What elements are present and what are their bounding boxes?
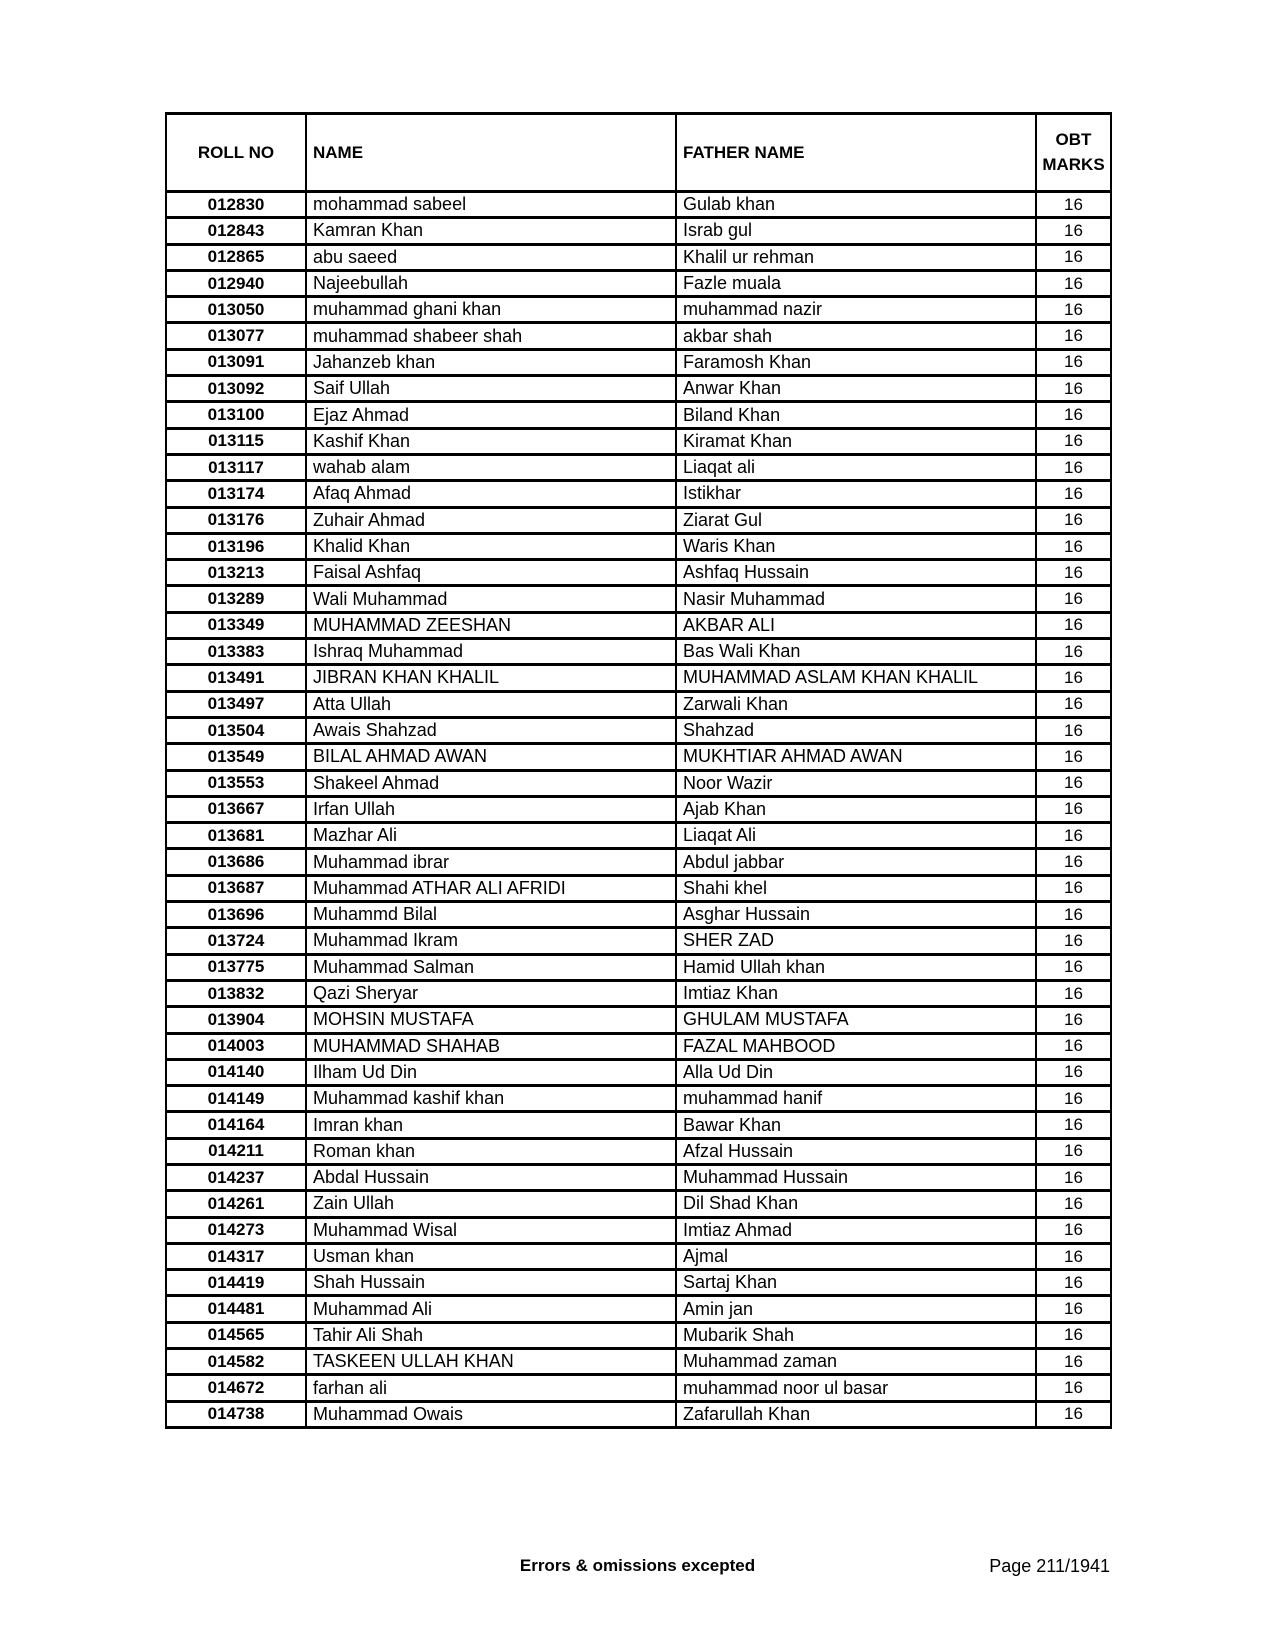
table-row <box>166 1296 1111 1322</box>
cell-name: Mazhar Ali <box>306 823 676 849</box>
cell-name: muhammad ghani khan <box>306 297 676 323</box>
cell-name: Abdal Hussain <box>306 1164 676 1190</box>
cell-name: Muhammad Owais <box>306 1401 676 1427</box>
footer-disclaimer: Errors & omissions excepted <box>519 1556 756 1575</box>
cell-father-name: Imtiaz Khan <box>676 980 1036 1006</box>
cell-obt-marks: 16 <box>1036 192 1111 218</box>
cell-name: Muhammad Ikram <box>306 928 676 954</box>
results-table-body <box>166 192 1111 1428</box>
cell-roll-no: 014419 <box>166 1270 306 1296</box>
cell-roll-no: 013213 <box>166 560 306 586</box>
table-row <box>166 1191 1111 1217</box>
cell-name: Muhammad Ali <box>306 1296 676 1322</box>
cell-father-name: Ashfaq Hussain <box>676 560 1036 586</box>
table-row <box>166 454 1111 480</box>
cell-roll-no: 013117 <box>166 454 306 480</box>
cell-roll-no: 012940 <box>166 270 306 296</box>
cell-roll-no: 013687 <box>166 875 306 901</box>
cell-name: Zain Ullah <box>306 1191 676 1217</box>
results-table <box>165 112 1112 1429</box>
cell-name: Roman khan <box>306 1138 676 1164</box>
cell-roll-no: 013504 <box>166 717 306 743</box>
cell-father-name: Ziarat Gul <box>676 507 1036 533</box>
cell-roll-no: 014211 <box>166 1138 306 1164</box>
cell-roll-no: 013174 <box>166 481 306 507</box>
cell-name: BILAL AHMAD AWAN <box>306 744 676 770</box>
cell-father-name: Ajab Khan <box>676 796 1036 822</box>
cell-father-name: Shahzad <box>676 717 1036 743</box>
cell-obt-marks: 16 <box>1036 1112 1111 1138</box>
header-obt-marks: OBT MARKS <box>1036 114 1111 192</box>
cell-name: Kashif Khan <box>306 428 676 454</box>
cell-father-name: Amin jan <box>676 1296 1036 1322</box>
cell-obt-marks: 16 <box>1036 1164 1111 1190</box>
cell-father-name: Noor Wazir <box>676 770 1036 796</box>
table-row <box>166 1164 1111 1190</box>
cell-name: Awais Shahzad <box>306 717 676 743</box>
cell-roll-no: 014149 <box>166 1086 306 1112</box>
cell-father-name: FAZAL MAHBOOD <box>676 1033 1036 1059</box>
footer-page-number: Page 211/1941 <box>989 1556 1110 1576</box>
cell-obt-marks: 16 <box>1036 402 1111 428</box>
header-row <box>166 114 1111 192</box>
cell-roll-no: 012865 <box>166 244 306 270</box>
table-row <box>166 270 1111 296</box>
cell-obt-marks: 16 <box>1036 560 1111 586</box>
cell-name: Irfan Ullah <box>306 796 676 822</box>
header-roll-no: ROLL NO <box>166 114 306 192</box>
cell-roll-no: 013724 <box>166 928 306 954</box>
cell-father-name: Asghar Hussain <box>676 902 1036 928</box>
cell-roll-no: 013497 <box>166 691 306 717</box>
cell-name: farhan ali <box>306 1375 676 1401</box>
cell-father-name: muhammad noor ul basar <box>676 1375 1036 1401</box>
cell-name: wahab alam <box>306 454 676 480</box>
cell-obt-marks: 16 <box>1036 902 1111 928</box>
cell-father-name: Sartaj Khan <box>676 1270 1036 1296</box>
cell-name: Ilham Ud Din <box>306 1059 676 1085</box>
cell-father-name: muhammad nazir <box>676 297 1036 323</box>
cell-father-name: Bas Wali Khan <box>676 639 1036 665</box>
cell-name: Afaq Ahmad <box>306 481 676 507</box>
table-row <box>166 376 1111 402</box>
cell-name: Muhammad Salman <box>306 954 676 980</box>
cell-father-name: akbar shah <box>676 323 1036 349</box>
cell-name: Zuhair Ahmad <box>306 507 676 533</box>
cell-roll-no: 014003 <box>166 1033 306 1059</box>
table-row <box>166 297 1111 323</box>
cell-obt-marks: 16 <box>1036 1322 1111 1348</box>
cell-roll-no: 012830 <box>166 192 306 218</box>
cell-father-name: muhammad hanif <box>676 1086 1036 1112</box>
cell-obt-marks: 16 <box>1036 928 1111 954</box>
cell-roll-no: 014140 <box>166 1059 306 1085</box>
cell-obt-marks: 16 <box>1036 454 1111 480</box>
cell-roll-no: 013696 <box>166 902 306 928</box>
table-row <box>166 744 1111 770</box>
cell-father-name: Israb gul <box>676 218 1036 244</box>
cell-roll-no: 013289 <box>166 586 306 612</box>
cell-name: abu saeed <box>306 244 676 270</box>
table-row <box>166 244 1111 270</box>
cell-obt-marks: 16 <box>1036 954 1111 980</box>
cell-roll-no: 013667 <box>166 796 306 822</box>
cell-father-name: Ajmal <box>676 1243 1036 1269</box>
table-row <box>166 402 1111 428</box>
cell-name: Ejaz Ahmad <box>306 402 676 428</box>
cell-father-name: Khalil ur rehman <box>676 244 1036 270</box>
cell-father-name: Biland Khan <box>676 402 1036 428</box>
cell-name: Saif Ullah <box>306 376 676 402</box>
header-father-name: FATHER NAME <box>676 114 1036 192</box>
cell-obt-marks: 16 <box>1036 586 1111 612</box>
cell-name: Tahir Ali Shah <box>306 1322 676 1348</box>
table-row <box>166 349 1111 375</box>
table-row <box>166 1086 1111 1112</box>
cell-roll-no: 013383 <box>166 639 306 665</box>
cell-father-name: Waris Khan <box>676 533 1036 559</box>
cell-father-name: Liaqat Ali <box>676 823 1036 849</box>
cell-obt-marks: 16 <box>1036 1375 1111 1401</box>
cell-name: Shakeel Ahmad <box>306 770 676 796</box>
table-row <box>166 1138 1111 1164</box>
cell-roll-no: 013100 <box>166 402 306 428</box>
cell-father-name: Fazle muala <box>676 270 1036 296</box>
table-row <box>166 665 1111 691</box>
cell-name: Atta Ullah <box>306 691 676 717</box>
cell-roll-no: 013549 <box>166 744 306 770</box>
cell-father-name: Mubarik Shah <box>676 1322 1036 1348</box>
cell-obt-marks: 16 <box>1036 744 1111 770</box>
table-row <box>166 218 1111 244</box>
cell-obt-marks: 16 <box>1036 691 1111 717</box>
table-row <box>166 980 1111 1006</box>
cell-name: Muhammad Wisal <box>306 1217 676 1243</box>
cell-obt-marks: 16 <box>1036 1401 1111 1427</box>
cell-roll-no: 013050 <box>166 297 306 323</box>
cell-roll-no: 013092 <box>166 376 306 402</box>
cell-roll-no: 014317 <box>166 1243 306 1269</box>
table-row <box>166 691 1111 717</box>
cell-obt-marks: 16 <box>1036 849 1111 875</box>
cell-name: Qazi Sheryar <box>306 980 676 1006</box>
cell-roll-no: 013091 <box>166 349 306 375</box>
table-row <box>166 1375 1111 1401</box>
header-name: NAME <box>306 114 676 192</box>
table-row <box>166 639 1111 665</box>
cell-roll-no: 013196 <box>166 533 306 559</box>
cell-name: MUHAMMAD ZEESHAN <box>306 612 676 638</box>
table-row <box>166 796 1111 822</box>
cell-name: Faisal Ashfaq <box>306 560 676 586</box>
cell-name: Imran khan <box>306 1112 676 1138</box>
cell-roll-no: 014273 <box>166 1217 306 1243</box>
table-row <box>166 770 1111 796</box>
cell-obt-marks: 16 <box>1036 980 1111 1006</box>
cell-father-name: Zarwali Khan <box>676 691 1036 717</box>
cell-obt-marks: 16 <box>1036 481 1111 507</box>
cell-name: Najeebullah <box>306 270 676 296</box>
table-row <box>166 533 1111 559</box>
cell-roll-no: 014738 <box>166 1401 306 1427</box>
cell-obt-marks: 16 <box>1036 218 1111 244</box>
cell-father-name: Muhammad zaman <box>676 1349 1036 1375</box>
cell-obt-marks: 16 <box>1036 612 1111 638</box>
cell-name: Shah Hussain <box>306 1270 676 1296</box>
table-row <box>166 586 1111 612</box>
cell-obt-marks: 16 <box>1036 323 1111 349</box>
cell-father-name: Alla Ud Din <box>676 1059 1036 1085</box>
cell-name: Muhammd Bilal <box>306 902 676 928</box>
cell-obt-marks: 16 <box>1036 639 1111 665</box>
cell-roll-no: 013553 <box>166 770 306 796</box>
cell-obt-marks: 16 <box>1036 823 1111 849</box>
cell-obt-marks: 16 <box>1036 1086 1111 1112</box>
cell-obt-marks: 16 <box>1036 717 1111 743</box>
cell-roll-no: 013904 <box>166 1007 306 1033</box>
cell-roll-no: 014261 <box>166 1191 306 1217</box>
cell-obt-marks: 16 <box>1036 376 1111 402</box>
cell-obt-marks: 16 <box>1036 297 1111 323</box>
cell-roll-no: 014237 <box>166 1164 306 1190</box>
cell-name: Jahanzeb khan <box>306 349 676 375</box>
cell-roll-no: 012843 <box>166 218 306 244</box>
cell-name: MUHAMMAD SHAHAB <box>306 1033 676 1059</box>
cell-roll-no: 013775 <box>166 954 306 980</box>
cell-father-name: Anwar Khan <box>676 376 1036 402</box>
cell-roll-no: 014565 <box>166 1322 306 1348</box>
table-row <box>166 954 1111 980</box>
cell-roll-no: 014164 <box>166 1112 306 1138</box>
cell-obt-marks: 16 <box>1036 1217 1111 1243</box>
table-row <box>166 612 1111 638</box>
cell-name: Wali Muhammad <box>306 586 676 612</box>
cell-roll-no: 013115 <box>166 428 306 454</box>
cell-obt-marks: 16 <box>1036 1059 1111 1085</box>
cell-name: Kamran Khan <box>306 218 676 244</box>
cell-obt-marks: 16 <box>1036 1138 1111 1164</box>
cell-name: mohammad sabeel <box>306 192 676 218</box>
cell-father-name: Gulab khan <box>676 192 1036 218</box>
cell-father-name: GHULAM MUSTAFA <box>676 1007 1036 1033</box>
cell-obt-marks: 16 <box>1036 875 1111 901</box>
cell-father-name: Istikhar <box>676 481 1036 507</box>
table-row <box>166 1112 1111 1138</box>
cell-father-name: Hamid Ullah khan <box>676 954 1036 980</box>
cell-obt-marks: 16 <box>1036 270 1111 296</box>
cell-obt-marks: 16 <box>1036 1349 1111 1375</box>
cell-father-name: Bawar Khan <box>676 1112 1036 1138</box>
table-row <box>166 928 1111 954</box>
cell-name: Ishraq Muhammad <box>306 639 676 665</box>
table-row <box>166 1243 1111 1269</box>
cell-father-name: Afzal Hussain <box>676 1138 1036 1164</box>
cell-father-name: Nasir Muhammad <box>676 586 1036 612</box>
cell-roll-no: 014481 <box>166 1296 306 1322</box>
cell-name: Muhammad kashif khan <box>306 1086 676 1112</box>
cell-roll-no: 013176 <box>166 507 306 533</box>
cell-father-name: Imtiaz Ahmad <box>676 1217 1036 1243</box>
cell-roll-no: 013681 <box>166 823 306 849</box>
cell-obt-marks: 16 <box>1036 507 1111 533</box>
cell-name: JIBRAN KHAN KHALIL <box>306 665 676 691</box>
table-row <box>166 875 1111 901</box>
cell-roll-no: 013686 <box>166 849 306 875</box>
cell-father-name: AKBAR ALI <box>676 612 1036 638</box>
table-row <box>166 849 1111 875</box>
cell-obt-marks: 16 <box>1036 533 1111 559</box>
table-row <box>166 717 1111 743</box>
cell-obt-marks: 16 <box>1036 1007 1111 1033</box>
cell-father-name: Shahi khel <box>676 875 1036 901</box>
cell-roll-no: 014582 <box>166 1349 306 1375</box>
table-row <box>166 1270 1111 1296</box>
cell-father-name: MUKHTIAR AHMAD AWAN <box>676 744 1036 770</box>
cell-obt-marks: 16 <box>1036 244 1111 270</box>
table-row <box>166 1007 1111 1033</box>
cell-roll-no: 013349 <box>166 612 306 638</box>
table-row <box>166 823 1111 849</box>
cell-name: Muhammad ibrar <box>306 849 676 875</box>
table-row <box>166 560 1111 586</box>
cell-obt-marks: 16 <box>1036 349 1111 375</box>
table-row <box>166 1322 1111 1348</box>
cell-name: Muhammad ATHAR ALI AFRIDI <box>306 875 676 901</box>
table-row <box>166 902 1111 928</box>
cell-obt-marks: 16 <box>1036 1191 1111 1217</box>
cell-father-name: Zafarullah Khan <box>676 1401 1036 1427</box>
table-row <box>166 323 1111 349</box>
cell-roll-no: 013832 <box>166 980 306 1006</box>
page-footer <box>0 1556 1275 1582</box>
cell-father-name: MUHAMMAD ASLAM KHAN KHALIL <box>676 665 1036 691</box>
table-row <box>166 192 1111 218</box>
cell-name: muhammad shabeer shah <box>306 323 676 349</box>
cell-father-name: Abdul jabbar <box>676 849 1036 875</box>
results-table-header <box>166 114 1111 192</box>
cell-father-name: Kiramat Khan <box>676 428 1036 454</box>
cell-name: TASKEEN ULLAH KHAN <box>306 1349 676 1375</box>
table-row <box>166 1033 1111 1059</box>
cell-name: Khalid Khan <box>306 533 676 559</box>
cell-obt-marks: 16 <box>1036 428 1111 454</box>
table-row <box>166 428 1111 454</box>
cell-obt-marks: 16 <box>1036 665 1111 691</box>
cell-obt-marks: 16 <box>1036 1243 1111 1269</box>
table-row <box>166 1401 1111 1427</box>
cell-father-name: Muhammad Hussain <box>676 1164 1036 1190</box>
cell-obt-marks: 16 <box>1036 796 1111 822</box>
cell-name: MOHSIN MUSTAFA <box>306 1007 676 1033</box>
table-row <box>166 1217 1111 1243</box>
cell-obt-marks: 16 <box>1036 1033 1111 1059</box>
cell-obt-marks: 16 <box>1036 1296 1111 1322</box>
cell-obt-marks: 16 <box>1036 1270 1111 1296</box>
cell-roll-no: 014672 <box>166 1375 306 1401</box>
cell-father-name: Dil Shad Khan <box>676 1191 1036 1217</box>
cell-father-name: SHER ZAD <box>676 928 1036 954</box>
cell-obt-marks: 16 <box>1036 770 1111 796</box>
cell-name: Usman khan <box>306 1243 676 1269</box>
table-row <box>166 1059 1111 1085</box>
cell-roll-no: 013077 <box>166 323 306 349</box>
cell-father-name: Faramosh Khan <box>676 349 1036 375</box>
table-row <box>166 1349 1111 1375</box>
table-row <box>166 481 1111 507</box>
cell-father-name: Liaqat ali <box>676 454 1036 480</box>
table-row <box>166 507 1111 533</box>
cell-roll-no: 013491 <box>166 665 306 691</box>
